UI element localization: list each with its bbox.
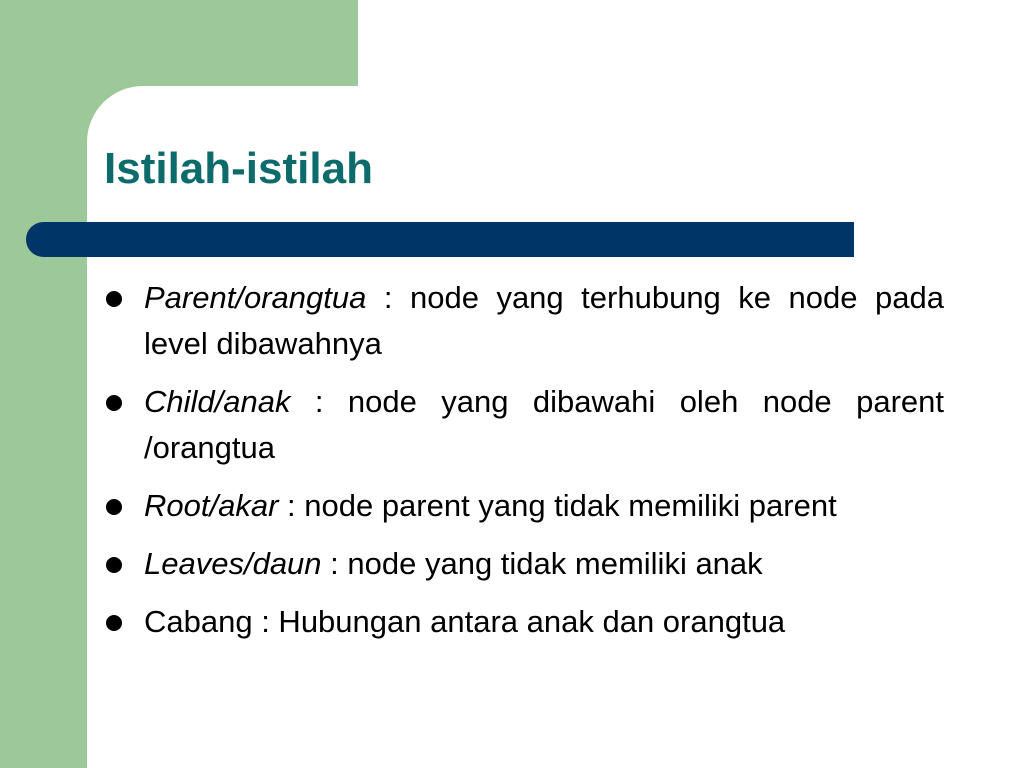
bullet-term: Leaves/daun xyxy=(144,546,322,581)
bullet-item-parent xyxy=(104,275,944,367)
bullet-term: Child/anak xyxy=(144,384,291,419)
bullet-text: : node yang terhubung ke node pada level dibawahnya xyxy=(144,280,944,361)
bullet-item-leaves xyxy=(104,541,944,587)
bullet-item-child xyxy=(104,379,944,471)
bullet-text: : node parent yang tidak memiliki parent xyxy=(278,488,837,523)
title-underline-bar xyxy=(26,222,854,257)
bullet-dot-icon xyxy=(106,291,122,307)
bullet-list xyxy=(104,275,944,657)
bullet-item-cabang xyxy=(104,599,944,645)
bullet-dot-icon xyxy=(106,615,122,631)
bullet-dot-icon xyxy=(106,395,122,411)
bullet-dot-icon xyxy=(106,499,122,515)
bullet-term: Root/akar xyxy=(144,488,279,523)
bullet-dot-icon xyxy=(106,557,122,573)
bullet-text: Cabang : Hubungan antara anak dan orangtua xyxy=(144,604,786,639)
bullet-text: : node yang dibawahi oleh node parent /orangtua xyxy=(144,384,944,465)
bullet-item-root xyxy=(104,483,944,529)
bullet-term: Parent/orangtua xyxy=(144,280,367,315)
slide-title: Istilah-istilah xyxy=(104,144,373,193)
bullet-text: : node yang tidak memiliki anak xyxy=(321,546,763,581)
